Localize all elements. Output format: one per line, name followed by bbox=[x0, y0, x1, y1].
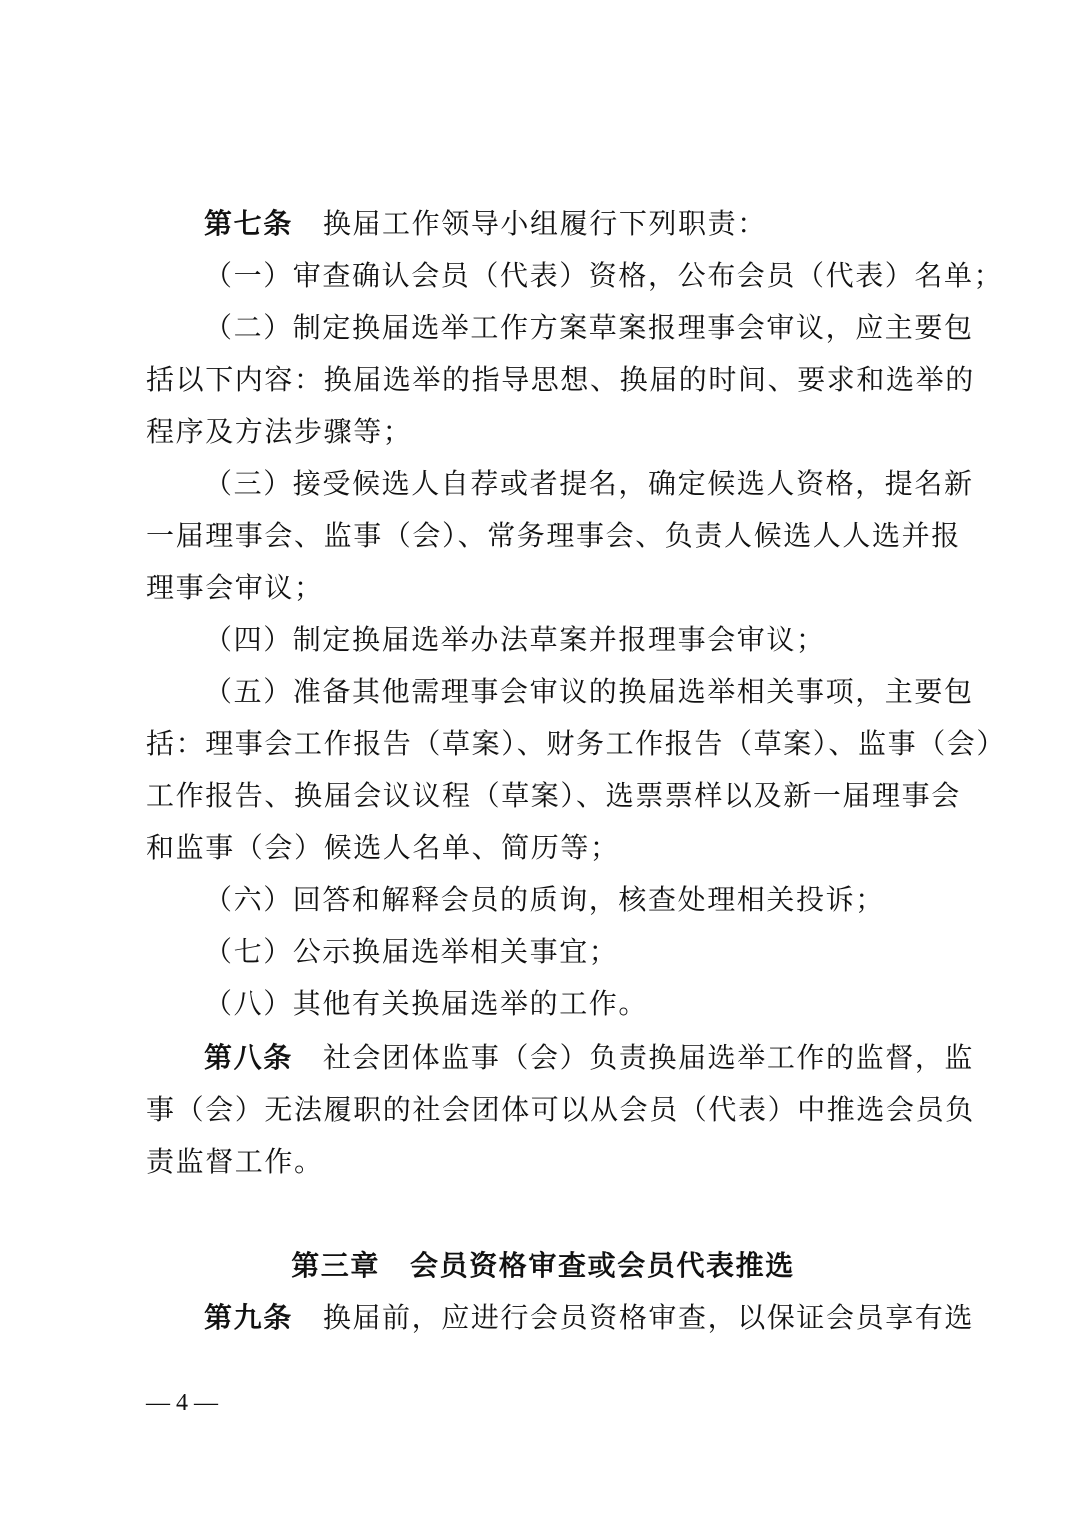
article-7-item-5-line-3: 工作报告、换届会议议程（草案）、选票票样以及新一届理事会 bbox=[146, 779, 961, 812]
article-7-item-4: （四）制定换届选举办法草案并报理事会审议； bbox=[204, 623, 826, 656]
article-9-text-line-1: 换届前，应进行会员资格审查，以保证会员享有选 bbox=[322, 1301, 975, 1334]
article-7-item-8: （八）其他有关换届选举的工作。 bbox=[204, 987, 649, 1020]
page-number: — 4 — bbox=[146, 1390, 218, 1416]
article-7-item-3-line-1: （三）接受候选人自荐或者提名，确定候选人资格，提名新 bbox=[204, 467, 974, 500]
article-8-line-2: 事（会）无法履职的社会团体可以从会员（代表）中推选会员负 bbox=[146, 1093, 975, 1126]
article-7-item-5-line-4: 和监事（会）候选人名单、简历等； bbox=[146, 831, 620, 864]
article-7-item-2-line-3: 程序及方法步骤等； bbox=[146, 415, 413, 448]
article-7-item-5-line-1: （五）准备其他需理事会审议的换届选举相关事项，主要包 bbox=[204, 675, 974, 708]
article-7-item-3-line-3: 理事会审议； bbox=[146, 571, 324, 604]
article-7-text: 换届工作领导小组履行下列职责： bbox=[322, 207, 767, 240]
article-9-line-1 bbox=[204, 1300, 975, 1336]
article-8-line-1 bbox=[204, 1040, 975, 1076]
chapter-3-heading bbox=[146, 1248, 940, 1284]
article-7-item-2-line-2: 括以下内容：换届选举的指导思想、换届的时间、要求和选举的 bbox=[146, 363, 975, 396]
article-7-number: 第七条 bbox=[204, 207, 293, 240]
article-7-item-5-line-2: 括：理事会工作报告（草案）、财务工作报告（草案）、监事（会） bbox=[146, 727, 1007, 760]
article-7-item-1: （一）审查确认会员（代表）资格，公布会员（代表）名单； bbox=[204, 259, 1004, 292]
chapter-3-number: 第三章 bbox=[291, 1249, 380, 1282]
article-7-heading bbox=[204, 206, 940, 242]
article-8-text-line-1: 社会团体监事（会）负责换届选举工作的监督，监 bbox=[322, 1041, 975, 1074]
article-7-item-2-line-1: （二）制定换届选举工作方案草案报理事会审议，应主要包 bbox=[204, 311, 974, 344]
article-7-item-3-line-2: 一届理事会、监事（会）、常务理事会、负责人候选人人选并报 bbox=[146, 519, 961, 552]
article-7-item-6: （六）回答和解释会员的质询，核查处理相关投诉； bbox=[204, 883, 885, 916]
article-8-line-3: 责监督工作。 bbox=[146, 1145, 324, 1178]
article-7-item-7: （七）公示换届选举相关事宜； bbox=[204, 935, 619, 968]
article-8-number: 第八条 bbox=[204, 1041, 293, 1074]
article-9-number: 第九条 bbox=[204, 1301, 293, 1334]
chapter-3-title: 会员资格审查或会员代表推选 bbox=[410, 1249, 795, 1282]
